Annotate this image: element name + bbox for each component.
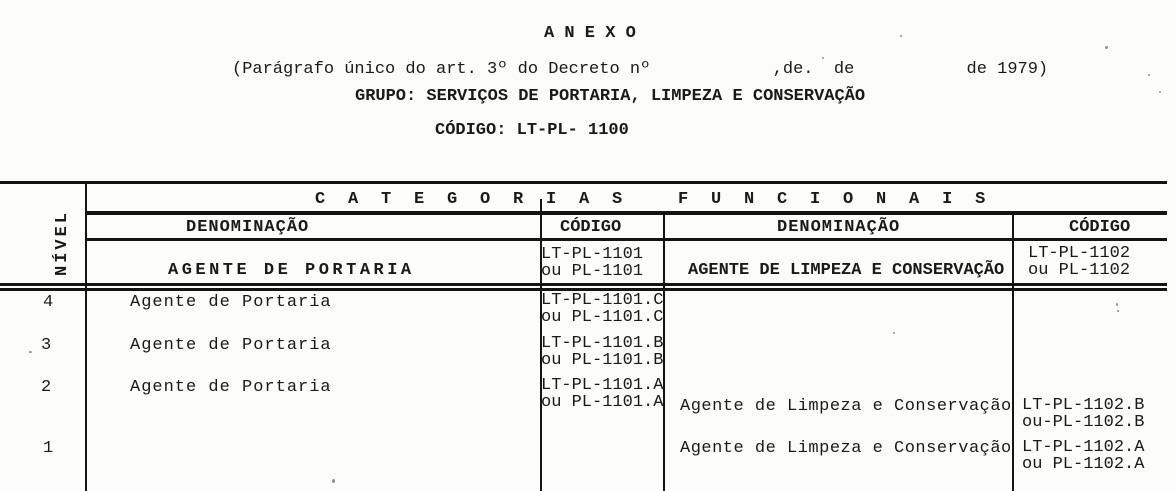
table-top-border	[0, 181, 1167, 184]
scan-speck	[1117, 310, 1119, 312]
row-denominacao-2: Agente de Limpeza e Conservação	[680, 397, 1012, 416]
row-codigo-1b: ou PL-1101.A	[541, 393, 664, 412]
col-header-denominacao-1: DENOMINAÇÃO	[186, 218, 310, 237]
category-limpeza-code-a: LT-PL-1102	[1028, 244, 1131, 263]
scan-speck	[900, 35, 902, 37]
scan-speck	[332, 479, 335, 483]
row-nivel: 2	[41, 378, 52, 397]
row-codigo-2b: ou-PL-1102.B	[1022, 413, 1145, 432]
scan-speck	[1116, 303, 1118, 306]
categorias-funcionais-header: C A T E G O R I A S F U N C I O N A I S	[315, 190, 992, 209]
scan-speck	[1159, 91, 1161, 93]
column-header-underline	[85, 238, 1167, 241]
row-nivel: 1	[43, 439, 54, 458]
category-limpeza-name: AGENTE DE LIMPEZA E CONSERVAÇÃO	[688, 261, 1005, 280]
scan-speck	[29, 351, 32, 353]
row-codigo-2b: ou PL-1102.A	[1022, 455, 1145, 474]
scan-speck	[822, 57, 824, 59]
row-nivel: 3	[41, 336, 52, 355]
code-line: CÓDIGO: LT-PL- 1100	[435, 121, 629, 140]
scan-speck	[893, 332, 895, 334]
row-codigo-1b: ou PL-1101.B	[541, 351, 664, 370]
row-codigo-2a: LT-PL-1102.B	[1022, 396, 1145, 415]
category-portaria-name: AGENTE DE PORTARIA	[168, 261, 415, 280]
category-portaria-code-b: ou PL-1101	[541, 262, 644, 281]
category-portaria-code-a: LT-PL-1101	[541, 245, 644, 264]
col-header-denominacao-2: DENOMINAÇÃO	[777, 218, 901, 237]
row-codigo-1a: LT-PL-1101.A	[541, 376, 664, 395]
col-header-codigo-1: CÓDIGO	[560, 218, 622, 237]
row-denominacao-1: Agente de Portaria	[130, 336, 332, 355]
col-header-codigo-2: CÓDIGO	[1069, 218, 1131, 237]
decree-reference-line: (Parágrafo único do art. 3º do Decreto nº ,de. de de 1979)	[232, 60, 1049, 79]
row-codigo-1a: LT-PL-1101.C	[541, 291, 664, 310]
nivel-column-border	[85, 181, 87, 491]
row-codigo-1a: LT-PL-1101.B	[541, 334, 664, 353]
row-codigo-2a: LT-PL-1102.A	[1022, 438, 1145, 457]
category-row-separator-top	[0, 283, 1167, 286]
category-limpeza-code-b: ou PL-1102	[1028, 261, 1131, 280]
row-denominacao-1: Agente de Portaria	[130, 378, 332, 397]
scan-speck	[1105, 46, 1108, 49]
row-denominacao-1: Agente de Portaria	[130, 293, 332, 312]
group-line: GRUPO: SERVIÇOS DE PORTARIA, LIMPEZA E CONSERVAÇÃO	[355, 87, 866, 106]
scan-speck	[1148, 74, 1150, 76]
nivel-column-header: NÍVEL	[53, 209, 72, 276]
doc-title: A N E X O	[544, 24, 636, 43]
row-codigo-1b: ou PL-1101.C	[541, 308, 664, 327]
main-header-underline	[85, 211, 1167, 215]
codigo2-left-border	[1012, 211, 1014, 491]
row-nivel: 4	[43, 293, 54, 312]
row-denominacao-2: Agente de Limpeza e Conservação	[680, 439, 1012, 458]
